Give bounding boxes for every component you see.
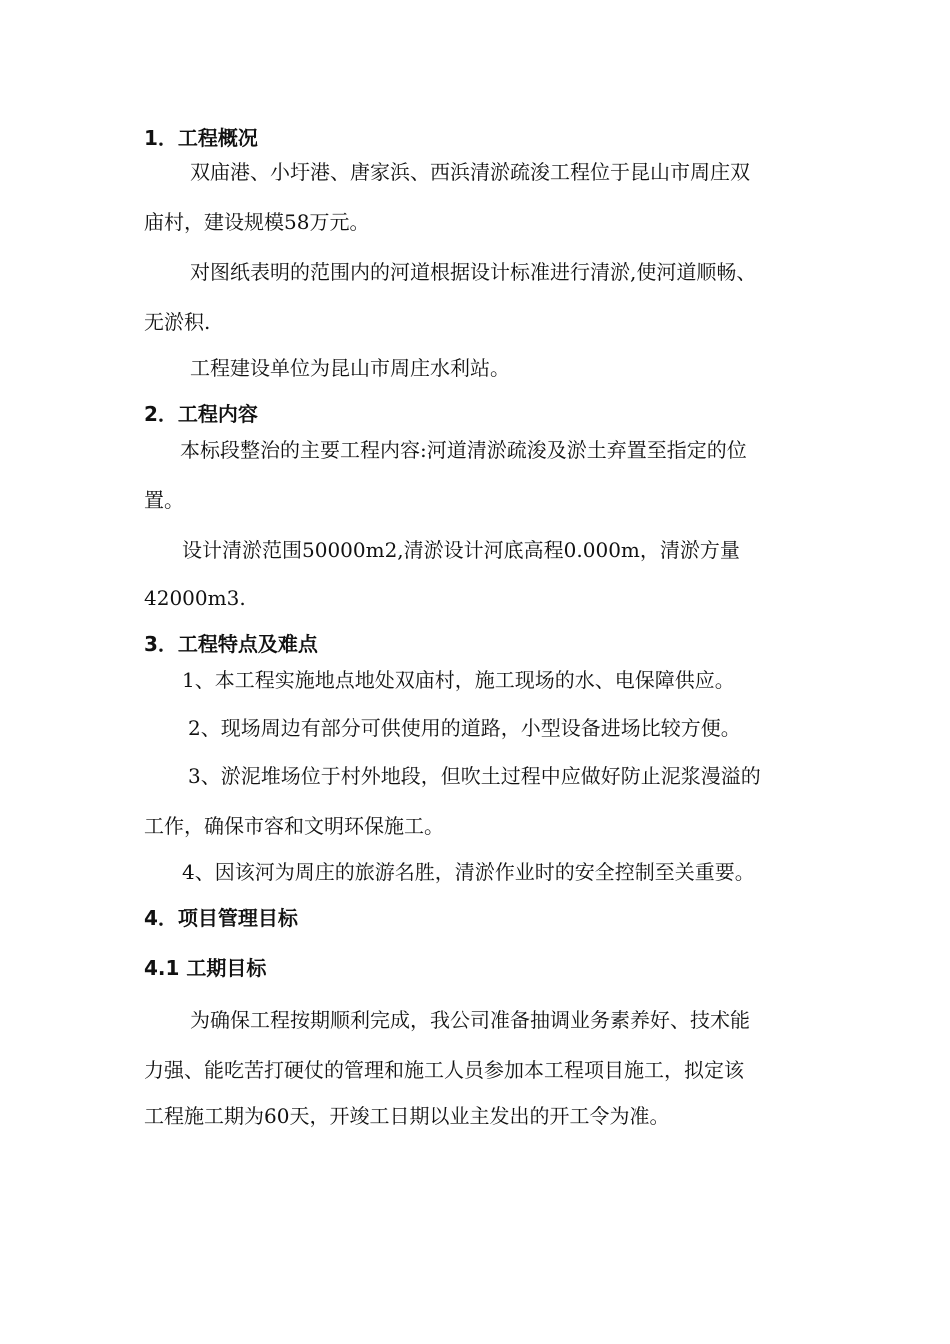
- paragraph-line: 双庙港、小圩港、唐家浜、西浜清淤疏浚工程位于昆山市周庄双: [190, 160, 750, 184]
- paragraph-line: 3、淤泥堆场位于村外地段，但吹土过程中应做好防止泥浆漫溢的: [188, 764, 761, 788]
- paragraph-line: 2、现场周边有部分可供使用的道路，小型设备进场比较方便。: [188, 716, 741, 740]
- section-heading: 1．工程概况: [144, 126, 258, 150]
- paragraph-line: 工程建设单位为昆山市周庄水利站。: [190, 356, 510, 380]
- paragraph-line: 1、本工程实施地点地处双庙村，施工现场的水、电保障供应。: [182, 668, 735, 692]
- paragraph-line: 设计清淤范围50000m2,清淤设计河底高程0.000m，清淤方量: [182, 538, 740, 562]
- paragraph-line: 为确保工程按期顺利完成，我公司准备抽调业务素养好、技术能: [190, 1008, 750, 1032]
- section-heading: 4．项目管理目标: [144, 906, 298, 930]
- paragraph-line: 置。: [144, 488, 184, 512]
- paragraph-line: 力强、能吃苦打硬仗的管理和施工人员参加本工程项目施工，拟定该: [144, 1058, 744, 1082]
- paragraph-line: 无淤积.: [144, 310, 211, 334]
- section-heading: 3．工程特点及难点: [144, 632, 318, 656]
- paragraph-line: 本标段整治的主要工程内容:河道清淤疏浚及淤土弃置至指定的位: [180, 438, 747, 462]
- paragraph-line: 对图纸表明的范围内的河道根据设计标准进行清淤,使河道顺畅、: [190, 260, 757, 284]
- section-heading: 2．工程内容: [144, 402, 258, 426]
- paragraph-line: 工程施工期为60天，开竣工日期以业主发出的开工令为准。: [144, 1104, 670, 1128]
- paragraph-line: 42000m3.: [144, 586, 246, 610]
- paragraph-line: 4、因该河为周庄的旅游名胜，清淤作业时的安全控制至关重要。: [182, 860, 755, 884]
- subsection-heading: 4.1 工期目标: [144, 956, 267, 980]
- paragraph-line: 工作，确保市容和文明环保施工。: [144, 814, 444, 838]
- paragraph-line: 庙村，建设规模58万元。: [144, 210, 370, 234]
